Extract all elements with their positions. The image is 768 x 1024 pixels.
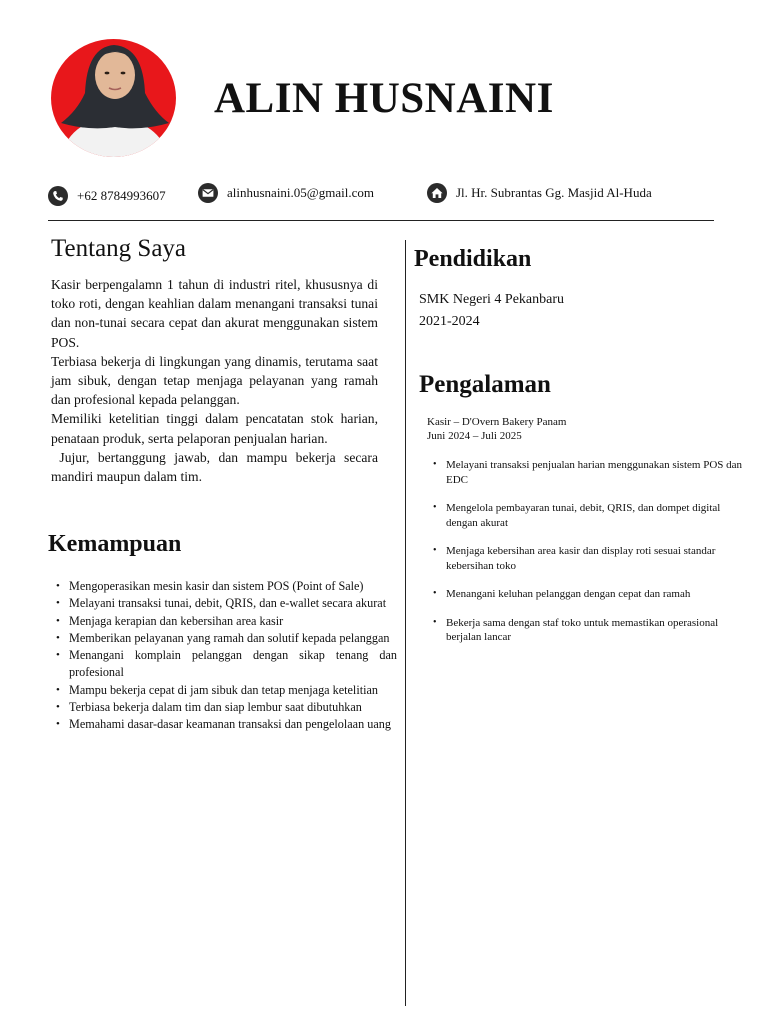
education-entry bbox=[419, 289, 564, 333]
education-heading: Pendidikan bbox=[414, 246, 532, 272]
duty-item: • Melayani transaksi penjualan harian menggunakan sistem POS dan EDC bbox=[430, 458, 750, 487]
duty-item: • Menangani keluhan pelanggan dengan cepat dan ramah bbox=[430, 587, 750, 602]
skill-item: • Memberikan pelayanan yang ramah dan solutif kepada pelanggan bbox=[52, 630, 397, 647]
full-name: ALIN HUSNAINI bbox=[214, 75, 554, 122]
email-address: alinhusnaini.05@gmail.com bbox=[227, 185, 375, 200]
home-address: Jl. Hr. Subrantas Gg. Masjid Al-Huda bbox=[456, 185, 652, 200]
duty-item: • Mengelola pembayaran tunai, debit, QRIS, dan dompet digital dengan akurat bbox=[430, 501, 750, 530]
about-text bbox=[51, 275, 382, 486]
duty-item: • Menjaga kebersihan area kasir dan display roti sesuai standar kebersihan toko bbox=[430, 544, 750, 573]
school-name: SMK Negeri 4 Pekanbaru bbox=[419, 292, 565, 307]
skill-item: • Terbiasa bekerja dalam tim dan siap lembur saat dibutuhkan bbox=[52, 699, 397, 716]
experience-heading: Pengalaman bbox=[419, 371, 551, 398]
contact-email bbox=[198, 183, 374, 203]
column-divider bbox=[405, 240, 406, 1006]
job-duties-list bbox=[430, 458, 750, 659]
duty-item: • Bekerja sama dengan staf toko untuk memastikan operasional berjalan lancar bbox=[430, 616, 750, 645]
profile-photo bbox=[51, 39, 176, 157]
contact-address bbox=[427, 183, 652, 203]
skill-item: • Mampu bekerja cepat di jam sibuk dan tetap menjaga ketelitian bbox=[52, 682, 397, 699]
contact-phone bbox=[48, 186, 166, 206]
skills-list bbox=[52, 578, 397, 734]
phone-number: +62 8784993607 bbox=[77, 188, 166, 203]
job-position: Kasir – D'Overn Bakery Panam bbox=[427, 416, 567, 428]
skill-item: • Menjaga kerapian dan kebersihan area kasir bbox=[52, 613, 397, 630]
about-paragraph: Kasir berpengalamn 1 tahun di industri ritel, khususnya di toko roti, dengan keahlian dalam menangani transaksi tunai dan non-tunai secara cepat dan akurat menggunakan sistem POS. bbox=[51, 277, 378, 350]
skill-item: • Mengoperasikan mesin kasir dan sistem POS (Point of Sale) bbox=[52, 578, 397, 595]
about-paragraph: Memiliki ketelitian tinggi dalam pencatatan stok harian, penataan produk, serta pelaporan penjualan harian. bbox=[51, 411, 378, 446]
mail-icon bbox=[198, 183, 218, 203]
skills-heading: Kemampuan bbox=[48, 531, 182, 557]
job-period: Juni 2024 – Juli 2025 bbox=[427, 430, 522, 442]
header-divider bbox=[48, 220, 714, 221]
about-paragraph: Jujur, bertanggung jawab, dan mampu bekerja secara mandiri maupun dalam tim. bbox=[51, 449, 382, 485]
about-heading: Tentang Saya bbox=[51, 235, 187, 262]
about-paragraph: Terbiasa bekerja di lingkungan yang dinamis, terutama saat jam sibuk, dengan tetap menjaga pelayanan yang ramah dan profesional kepada pelanggan. bbox=[51, 353, 378, 408]
skill-item: • Melayani transaksi tunai, debit, QRIS, dan e-wallet secara akurat bbox=[52, 595, 397, 612]
phone-icon bbox=[48, 186, 68, 206]
skill-item: • Memahami dasar-dasar keamanan transaksi dan pengelolaan uang bbox=[52, 716, 397, 733]
school-years: 2021-2024 bbox=[419, 314, 480, 329]
skill-item: • Menangani komplain pelanggan dengan sikap tenang dan profesional bbox=[52, 647, 397, 682]
home-icon bbox=[427, 183, 447, 203]
job-entry bbox=[427, 415, 566, 443]
